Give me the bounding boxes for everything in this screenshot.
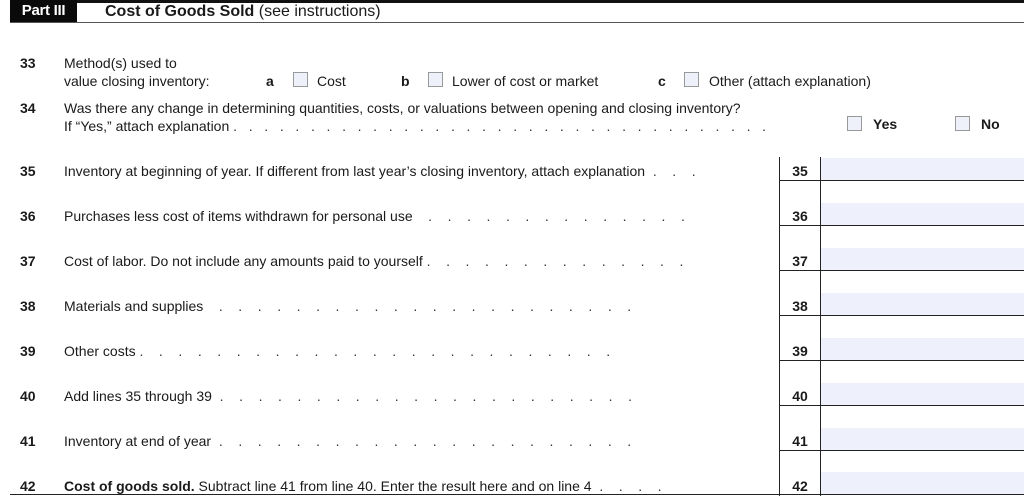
row-rule [779, 405, 1024, 406]
dot-leader: . . . . . . . . . . . . . . . . . . . . . . [211, 433, 632, 449]
line-number-41: 41 [20, 433, 36, 449]
box-number-35: 35 [792, 163, 808, 179]
line-33-text-1: Method(s) used to [64, 55, 177, 71]
row-rule [779, 450, 1024, 451]
dot-leader: . . . . [591, 478, 662, 494]
line-41-text [64, 432, 631, 450]
dot-leader: . . . [645, 163, 696, 179]
box-number-40: 40 [792, 388, 808, 404]
line-41-label: Inventory at end of year [64, 433, 212, 449]
option-cost-label: Cost [317, 73, 346, 89]
part-title-bold: Cost of Goods Sold [105, 3, 255, 20]
row-rule [779, 180, 1024, 181]
line-number-34: 34 [20, 100, 36, 116]
checkbox-lower-of-cost-or-market[interactable] [428, 72, 443, 87]
row-rule [779, 360, 1024, 361]
line-35-text [64, 162, 696, 180]
option-a-letter: a [266, 73, 274, 89]
checkbox-cost[interactable] [293, 72, 308, 87]
dot-leader: . . . . . . . . . . . . . . . . . . . . . . [211, 388, 632, 404]
amount-field-40[interactable] [821, 383, 1024, 405]
option-c-letter: c [658, 73, 666, 89]
no-label: No [981, 116, 1000, 132]
line-39-text [64, 342, 610, 360]
amount-field-42[interactable] [821, 472, 1024, 494]
box-number-37: 37 [792, 253, 808, 269]
yes-label: Yes [873, 116, 898, 132]
box-number-38: 38 [792, 298, 808, 314]
line-number-40: 40 [20, 388, 36, 404]
line-37-text [64, 252, 683, 270]
form-bottom-rule [10, 494, 1024, 495]
header-bottom-rule [10, 22, 1024, 23]
line-39-label: Other costs [64, 343, 136, 359]
part-title [105, 2, 381, 22]
row-rule [779, 315, 1024, 316]
amount-field-41[interactable] [821, 428, 1024, 450]
box-number-41: 41 [792, 433, 808, 449]
dot-leader: . . . . . . . . . . . . . . . . . . . . . . . . . . . . . . . . . . . [229, 118, 767, 134]
amount-field-39[interactable] [821, 338, 1024, 360]
line-35-label: Inventory at beginning of year. If different from last year’s closing inventory, attach explanation [64, 163, 646, 179]
line-37-label: Cost of labor. Do not include any amounts paid to yourself [64, 253, 423, 269]
line-36-label: Purchases less cost of items withdrawn for personal use [64, 208, 413, 224]
line-40-text [64, 387, 632, 405]
line-33-text-2: value closing inventory: [64, 73, 210, 89]
line-number-36: 36 [20, 208, 36, 224]
option-b-letter: b [401, 73, 410, 89]
row-rule [779, 270, 1024, 271]
option-lower-of-cost-label: Lower of cost or market [452, 73, 599, 89]
amount-field-38[interactable] [821, 293, 1024, 315]
dot-leader: . . . . . . . . . . . . . . . . . . . . . . [203, 298, 632, 314]
line-42-text [64, 477, 662, 495]
amount-field-36[interactable] [821, 203, 1024, 225]
row-rule [779, 225, 1024, 226]
box-number-36: 36 [792, 208, 808, 224]
line-number-37: 37 [20, 253, 36, 269]
dot-leader: . . . . . . . . . . . . . . [422, 253, 684, 269]
line-38-label: Materials and supplies [64, 298, 204, 314]
amount-field-37[interactable] [821, 248, 1024, 270]
line-42-label: Subtract line 41 from line 40. Enter the result here and on line 4 [194, 478, 592, 494]
checkbox-other[interactable] [684, 72, 699, 87]
line-42-bold-label: Cost of goods sold. [64, 478, 195, 494]
line-number-39: 39 [20, 343, 36, 359]
checkbox-no[interactable] [955, 116, 970, 131]
line-36-text [64, 207, 685, 225]
line-34-text-1: Was there any change in determining quantities, costs, or valuations between opening and closing inventory? [64, 100, 741, 116]
box-number-39: 39 [792, 343, 808, 359]
line-number-33: 33 [20, 55, 36, 71]
checkbox-yes[interactable] [847, 116, 862, 131]
dot-leader: . . . . . . . . . . . . . . . . . . . . . . . . . [135, 343, 611, 359]
line-number-42: 42 [20, 478, 36, 494]
dot-leader: . . . . . . . . . . . . . . [412, 208, 685, 224]
line-number-35: 35 [20, 163, 36, 179]
line-34-text-2 [64, 117, 766, 135]
box-number-42: 42 [792, 478, 808, 494]
line-38-text [64, 297, 631, 315]
line-number-38: 38 [20, 298, 36, 314]
line-40-label: Add lines 35 through 39 [64, 388, 212, 404]
option-other-label: Other (attach explanation) [709, 73, 871, 89]
amount-field-35[interactable] [821, 158, 1024, 180]
part-title-rest: (see instructions) [254, 3, 381, 20]
line-34-text-2-label: If “Yes,” attach explanation [64, 118, 230, 134]
part-label: Part III [10, 0, 77, 22]
